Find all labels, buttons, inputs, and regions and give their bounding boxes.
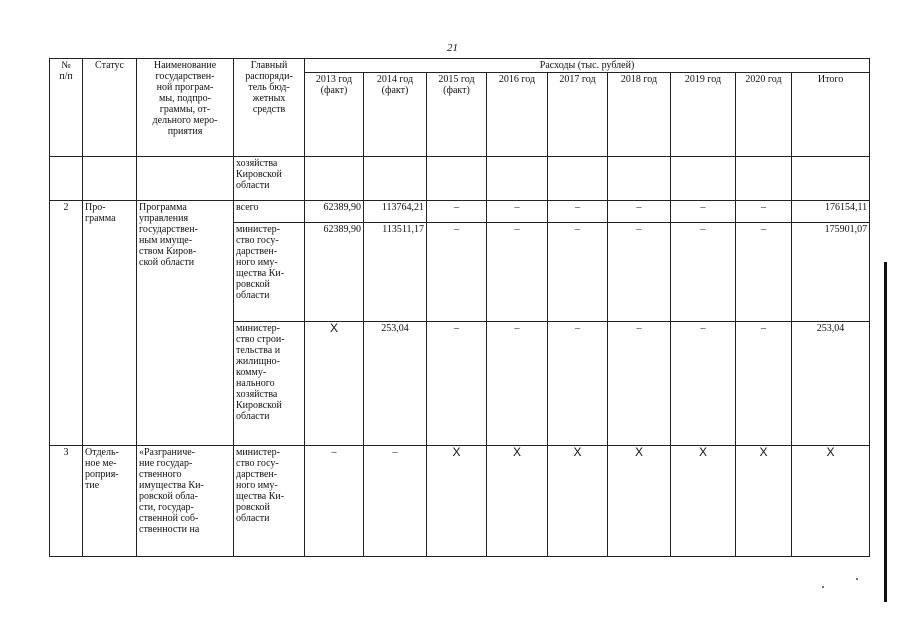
text-line: ственности на [139, 524, 200, 535]
row2-sub1-v3: – [487, 223, 548, 322]
row2-sub2-total: 253,04 [792, 322, 870, 446]
year-2013-lines [307, 74, 361, 96]
text-line: роприя- [85, 469, 119, 480]
text-line: средств [252, 104, 286, 115]
header-name [137, 59, 234, 157]
text-line: ство госу- [236, 235, 279, 246]
row2-sub1-v4: – [548, 223, 608, 322]
text-line: Итого [817, 74, 844, 85]
text-line: № [61, 60, 71, 71]
row2-sub2-admin [234, 322, 305, 446]
row2-sub1-total: 175901,07 [792, 223, 870, 322]
scan-edge-line [884, 262, 887, 602]
year-2018-lines [610, 74, 668, 85]
year-total [792, 73, 870, 157]
row2-sub2-v1: 253,04 [364, 322, 427, 446]
row2-sub0-v4: – [548, 201, 608, 223]
page-number: 21 [447, 42, 458, 54]
row2-sub2-v5: – [608, 322, 671, 446]
header-expenses-title: Расходы (тыс. рублей) [305, 59, 870, 73]
text-line: тельства и [236, 345, 281, 356]
year-2018 [608, 73, 671, 157]
year-2014-lines [366, 74, 424, 96]
year-total-lines [794, 74, 867, 85]
row3-v1: – [364, 446, 427, 557]
row2-total [50, 201, 870, 223]
text-line: (факт) [320, 85, 348, 96]
text-line: распоряди- [245, 71, 293, 82]
text-line: ной програм- [156, 82, 214, 93]
text-line: управления [139, 213, 189, 224]
row2-sub0-v3: – [487, 201, 548, 223]
year-2015-lines [429, 74, 484, 96]
text-line: «Разграниче- [139, 447, 195, 458]
text-line: государствен- [155, 71, 215, 82]
text-line: хозяйства [236, 389, 278, 400]
row2-sub2-v2: – [427, 322, 487, 446]
row2-sub0-v6: – [671, 201, 736, 223]
text-line: 2013 год [315, 74, 353, 85]
row2-sub1-v0: 62389,90 [305, 223, 364, 322]
row3-v5: X [608, 446, 671, 557]
row2-sub0-v5: – [608, 201, 671, 223]
row3-v0: – [305, 446, 364, 557]
text-line: тель бюд- [248, 82, 290, 93]
text-line: приятия [167, 126, 203, 137]
header-status: Статус [83, 59, 137, 157]
text-line: министер- [236, 224, 280, 235]
text-line: ровской обла- [139, 491, 198, 502]
text-line: 2017 год [559, 74, 596, 85]
year-2014 [364, 73, 427, 157]
row2-status-lines [85, 202, 134, 224]
text-line: дельного меро- [152, 115, 218, 126]
year-2019 [671, 73, 736, 157]
year-2017-lines [550, 74, 605, 85]
text-line: ровской [236, 279, 270, 290]
continuation-admin-lines [236, 158, 302, 191]
text-line: ное ме- [85, 458, 117, 469]
row2-sub0-total: 176154,11 [792, 201, 870, 223]
text-line: 2018 год [620, 74, 658, 85]
row2-num: 2 [50, 201, 83, 446]
header-admin-lines [236, 60, 302, 115]
continuation-admin [234, 157, 305, 201]
row3-v6: X [671, 446, 736, 557]
text-line: (факт) [381, 85, 409, 96]
row2-sub1-v7: – [736, 223, 792, 322]
row3-v3: X [487, 446, 548, 557]
row3-name-lines [139, 447, 231, 535]
scan-speck [822, 586, 824, 588]
text-line: 2014 год [376, 74, 414, 85]
text-line: грамма [85, 213, 116, 224]
row3-v7: X [736, 446, 792, 557]
text-line: Главный [250, 60, 288, 71]
text-line: граммы, от- [159, 104, 211, 115]
text-line: министер- [236, 323, 280, 334]
text-line: (факт) [443, 85, 470, 96]
text-line: щества Ки- [236, 491, 285, 502]
text-line: ровской [236, 502, 270, 513]
year-2020 [736, 73, 792, 157]
row2-name [137, 201, 234, 446]
header-admin [234, 59, 305, 157]
row2-sub2-v3: – [487, 322, 548, 446]
row2-sub2-v4: – [548, 322, 608, 446]
text-line: 2020 год [745, 74, 782, 85]
year-2019-lines [673, 74, 733, 85]
year-2016-lines [489, 74, 545, 85]
text-line: ство госу- [236, 458, 279, 469]
header-num-lines [52, 60, 80, 82]
text-line: области [236, 180, 270, 191]
row3-admin-lines [236, 447, 302, 524]
text-line: 2019 год [684, 74, 722, 85]
header-name-lines [139, 60, 231, 137]
row2-sub1-v1: 113511,17 [364, 223, 427, 322]
text-line: Кировской [236, 400, 282, 411]
year-2020-lines [738, 74, 789, 85]
row3-admin [234, 446, 305, 557]
row3-total: X [792, 446, 870, 557]
text-line: Про- [85, 202, 106, 213]
year-2013 [305, 73, 364, 157]
row2-sub0-admin-lines [236, 202, 302, 213]
text-line: ного иму- [236, 257, 278, 268]
year-2015 [427, 73, 487, 157]
text-line: имущества Ки- [139, 480, 204, 491]
text-line: области [236, 513, 270, 524]
text-line: Наименование [153, 60, 217, 71]
row3-status [83, 446, 137, 557]
row3-status-lines [85, 447, 134, 491]
row2-sub0-v1: 113764,21 [364, 201, 427, 223]
text-line: области [236, 290, 270, 301]
text-line: ного иму- [236, 480, 278, 491]
text-line: ственной соб- [139, 513, 199, 524]
text-line: области [236, 411, 270, 422]
text-line: государствен- [139, 224, 198, 235]
text-line: 2016 год [498, 74, 536, 85]
row2-sub2-admin-lines [236, 323, 302, 422]
row2-sub0-admin [234, 201, 305, 223]
text-line: п/п [59, 71, 73, 82]
row2-sub2-v6: – [671, 322, 736, 446]
text-line: мы, подпро- [159, 93, 211, 104]
text-line: хозяйства [236, 158, 278, 169]
text-line: дарствен- [236, 246, 278, 257]
text-line: щества Ки- [236, 268, 285, 279]
text-line: ством Киров- [139, 246, 197, 257]
text-line: Отдель- [85, 447, 119, 458]
row2-sub2-v7: – [736, 322, 792, 446]
text-line: министер- [236, 447, 280, 458]
row3 [50, 446, 870, 557]
row2-sub0-v2: – [427, 201, 487, 223]
text-line: 2015 год [438, 74, 475, 85]
text-line: нального [236, 378, 275, 389]
row3-name [137, 446, 234, 557]
row3-v4: X [548, 446, 608, 557]
scan-speck [856, 578, 858, 580]
row2-sub1-v5: – [608, 223, 671, 322]
text-line: ской области [139, 257, 195, 268]
text-line: комму- [236, 367, 267, 378]
text-line: тие [85, 480, 100, 491]
row2-sub0-v0: 62389,90 [305, 201, 364, 223]
text-line: ство строи- [236, 334, 285, 345]
text-line: сти, государ- [139, 502, 194, 513]
text-line: ние государ- [139, 458, 193, 469]
text-line: Кировской [236, 169, 282, 180]
row2-sub1-v2: – [427, 223, 487, 322]
row2-sub1-admin-lines [236, 224, 302, 301]
text-line: жетных [252, 93, 286, 104]
text-line: ственного [139, 469, 182, 480]
row3-num: 3 [50, 446, 83, 557]
row2-status [83, 201, 137, 446]
row2-sub0-v7: – [736, 201, 792, 223]
text-line: всего [236, 202, 259, 213]
year-2017 [548, 73, 608, 157]
row2-sub1-admin [234, 223, 305, 322]
text-line: Программа [139, 202, 187, 213]
continuation-row [50, 157, 870, 201]
row2-sub1-v6: – [671, 223, 736, 322]
row3-v2: X [427, 446, 487, 557]
year-2016 [487, 73, 548, 157]
row2-sub2-v0: X [305, 322, 364, 446]
text-line: жилищно- [236, 356, 280, 367]
text-line: дарствен- [236, 469, 278, 480]
text-line: ным имуще- [139, 235, 193, 246]
header-num [50, 59, 83, 157]
budget-table [49, 58, 870, 557]
row2-name-lines [139, 202, 231, 268]
